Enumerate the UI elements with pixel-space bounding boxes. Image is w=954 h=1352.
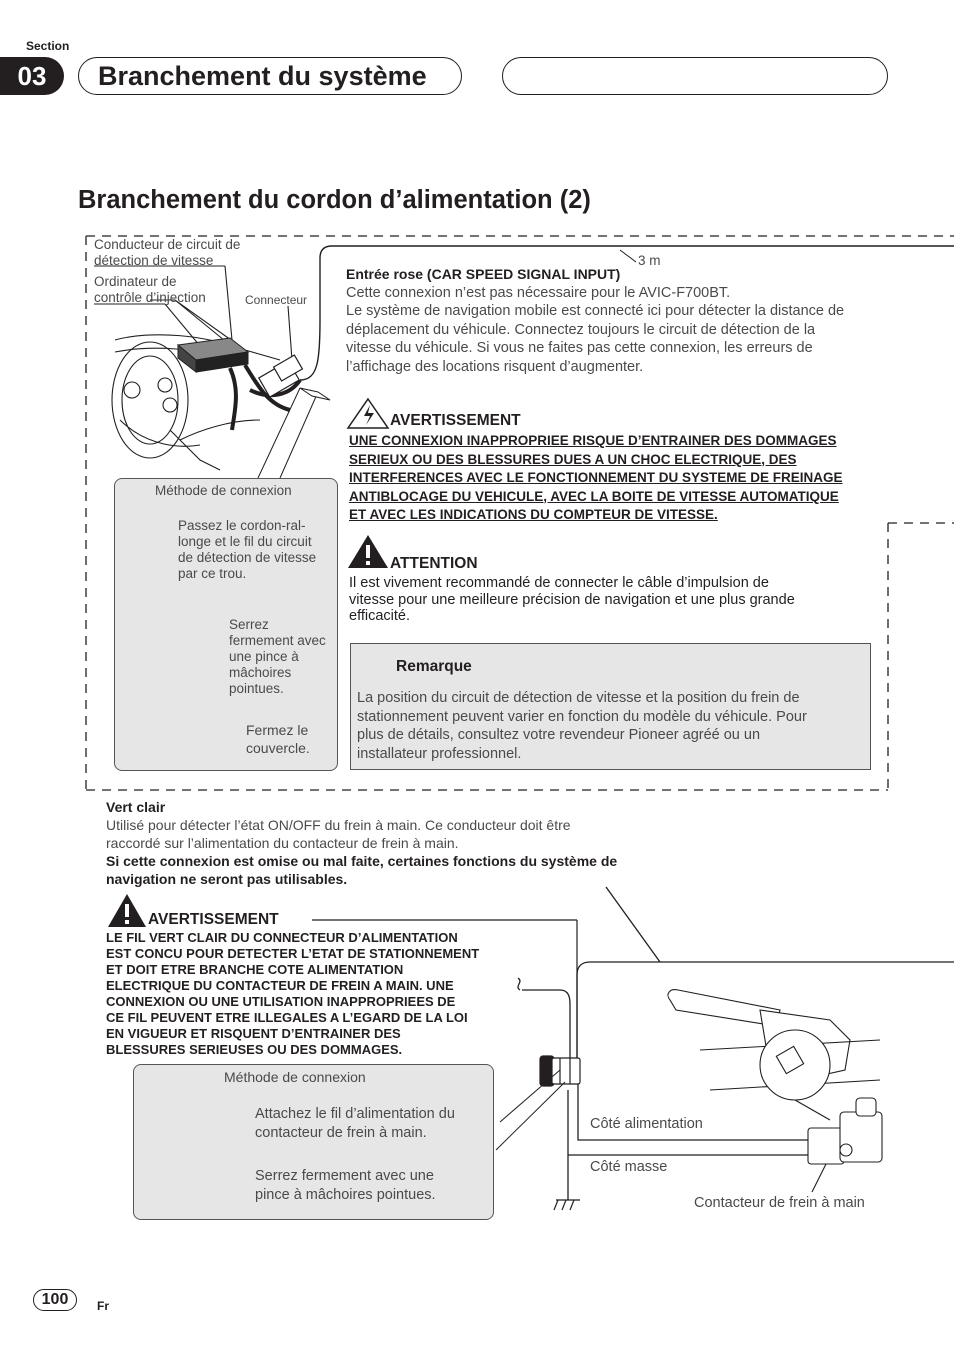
label-ecu: Ordinateur de contrôle d’injection xyxy=(94,274,206,305)
attention-text: Il est vivement recommandé de connecter le câble d’impulsion de vitesse pour une meilleure précision de navigation et une plus grande efficacité. xyxy=(349,575,795,624)
method-title-top: Méthode de connexion xyxy=(155,483,292,498)
attention-icon xyxy=(348,535,388,568)
label-ground-side: Côté masse xyxy=(590,1159,668,1175)
label-brake-switch: Contacteur de frein à main xyxy=(694,1195,865,1211)
page-title: Branchement du cordon d’alimentation (2) xyxy=(78,186,591,214)
speed-connector-illustration xyxy=(259,355,303,397)
warning-icon-2 xyxy=(108,894,146,927)
warning-heading: AVERTISSEMENT xyxy=(390,412,521,429)
page-number: 100 xyxy=(33,1289,77,1311)
method-title-bottom: Méthode de connexion xyxy=(224,1069,366,1085)
warning2-heading: AVERTISSEMENT xyxy=(148,911,279,928)
section-label: Section xyxy=(26,39,70,53)
green-wire-section: Vert clair Utilisé pour détecter l’état ON/OFF du frein à main. Ce conducteur doit être raccordé sur l’alimentation du contacteur de frein à main. Si cette connexion est omise ou mal faite, certaines fonctions du système de navigation ne seront pas utilisables. xyxy=(106,798,706,888)
attention-heading: ATTENTION xyxy=(390,555,478,572)
method-bottom-step2: Serrez fermement avec une pince à mâchoires pointues. xyxy=(255,1168,436,1203)
pink-input-heading: Entrée rose (CAR SPEED SIGNAL INPUT) xyxy=(346,266,621,282)
note-heading: Remarque xyxy=(396,658,472,675)
method-step3-text: Fermez le couvercle. xyxy=(246,722,310,756)
method-step1-text: Passez le cordon-ral- longe et le fil du circuit de détection de vitesse par ce trou. xyxy=(178,518,317,581)
method-bottom-step1: Attachez le fil d’alimentation du contacteur de frein à main. xyxy=(255,1106,455,1141)
section-title: Branchement du système xyxy=(98,61,427,91)
warning-text: UNE CONNEXION INAPPROPRIEE RISQUE D’ENTRAINER DES DOMMAGES SERIEUX OU DES BLESSURES DUES A UN CHOC ELECTRIQUE, DES INTERFERENCES AVEC LE FONCTIONNEMENT DU SYSTEME DE FREINAGE ANTIBLOCAGE DU VEHICULE, AVEC LA BOITE DE VITESSE AUTOMATIQUE ET AVEC LES INDICATIONS DU COMPTEUR DE VITESSE. xyxy=(349,433,843,522)
ground-symbol xyxy=(554,1200,580,1210)
green-wire-heading: Vert clair xyxy=(106,799,166,815)
label-speed-circuit: Conducteur de circuit de détection de vitesse xyxy=(94,237,241,268)
ecu-box-illustration xyxy=(178,338,248,372)
label-cable-length: 3 m xyxy=(638,253,661,268)
label-power-side: Côté alimentation xyxy=(590,1116,703,1132)
method-step2-text: Serrez fermement avec une pince à mâchoires pointues. xyxy=(229,617,326,696)
warning2-text: LE FIL VERT CLAIR DU CONNECTEUR D’ALIMENTATION EST CONCU POUR DETECTER L’ETAT DE STATIONNEMENT ET DOIT ETRE BRANCHE COTE ALIMENTATION ELECTRIQUE DU CONTACTEUR DE FREIN A MAIN. UNE CONNEXION OU UNE UTILISATION INAPPROPRIEES DE CE FIL PEUVENT ETRE ILLEGALES A L’EGARD DE LA LOI EN VIGUEUR ET RISQUENT D’ENTRAINER DES BLESSURES SERIEUSES OU DES DOMMAGES. xyxy=(106,930,480,1057)
pink-input-section: Entrée rose (CAR SPEED SIGNAL INPUT) Cette connexion n’est pas nécessaire pour le AVIC-F700BT. Le système de navigation mobile est connecté ici pour détecter la distance de déplacement du véhicule. Connectez toujours le circuit de détection de la vitesse du véhicule. Si vous ne faites pas cette connexion, les erreurs de l’affichage des locations risquent d’augmenter. xyxy=(346,265,886,376)
note-text: La position du circuit de détection de vitesse et la position du frein de stationnement peuvent varier en fonction du modèle du véhicule. Pour plus de détails, consultez votre revendeur Pioneer agréé ou un installateur professionnel. xyxy=(357,690,807,762)
language-code: Fr xyxy=(97,1299,109,1313)
label-connector: Connecteur xyxy=(245,293,308,307)
section-number-badge: 03 xyxy=(0,57,64,95)
handbrake-illustration xyxy=(668,990,882,1192)
warning-icon xyxy=(348,399,388,428)
